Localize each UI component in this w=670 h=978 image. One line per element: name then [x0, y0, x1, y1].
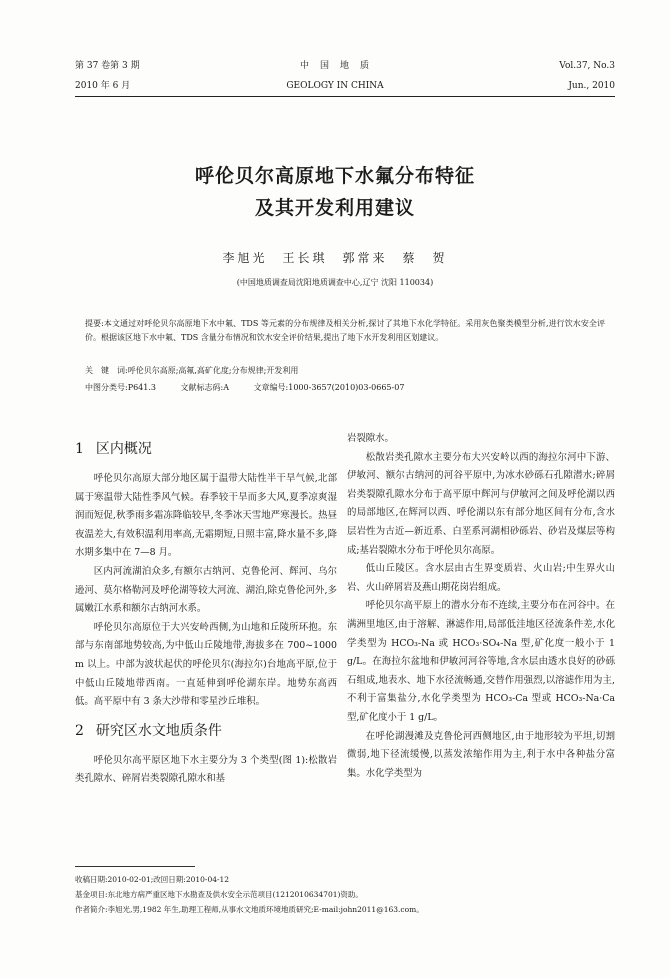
article-number: 文章编号:1000-3657(2010)03-0665-07: [253, 383, 405, 392]
title-line-1: 呼伦贝尔高原地下水氟分布特征: [194, 165, 475, 187]
paragraph: 岩裂隙水。: [347, 433, 394, 444]
title-line-2: 及其开发利用建议: [254, 197, 415, 219]
header-rule: [75, 96, 615, 97]
abstract: 提要:本文通过对呼伦贝尔高原地下水中氟、TDS 等元素的分布规律及相关分析,探讨了其地下水化学特征。采用灰色聚类模型分析,进行饮水安全评价。根据该区地下水中氟、TDS 含量分布情况和饮水安全评价结果,提出了地下水开发利用区划建议。: [85, 319, 605, 342]
affiliation: (中国地质调查局沈阳地质调查中心,辽宁 沈阳 110034): [236, 278, 434, 287]
paragraph: 呼伦贝尔高平原上的潜水分布不连续,主要分布在河谷中。在满洲里地区,由于溶解、淋滤作用,局部低洼地区径流条件差,水化学类型为 HCO₃-Na 或 HCO₃·SO₄-Na 型,矿化度一般小于 1 g/L。在海拉尔盆地和伊敏河河谷等地,含水层由透水良好的砂砾石组成,地表水、地下水径流畅通,交替作用强烈,以溶滤作用为主,不利于富集盐分,水化学类型为 HCO₃-Ca 型或 HCO₃-Na·Ca 型,矿化度小于 1 g/L。: [347, 600, 615, 723]
author-bio: 作者简介:李旭光,男,1982 年生,助理工程师,从事水文地质环境地质研究;E-mail:john2011@163.com。: [75, 905, 424, 914]
section-1-heading: [75, 437, 337, 461]
right-column: [347, 430, 615, 783]
paragraph: 呼伦贝尔高原大部分地区属于温带大陆性半干旱气候,北部属于寒温带大陆性季风气候。春季较干旱而多大风,夏季凉爽湿润而短促,秋季雨多霜冻降临较早,冬季冰天雪地严寒漫长。热昼夜温差大,有效积温利用率高,无霜期短,日照丰富,降水量不多,降水期多集中在 7—8 月。: [75, 473, 337, 559]
document-code: 文献标志码:A: [180, 383, 230, 392]
paragraph: 区内河流湖泊众多,有额尔古纳河、克鲁伦河、辉河、乌尔逊河、莫尔格勒河及呼伦湖等较大河流、湖泊,除克鲁伦河外,多属嫩江水系和额尔古纳河水系。: [75, 565, 337, 615]
journal-volume-issue: 第 37 卷第 3 期: [75, 61, 140, 71]
classification-line: [85, 381, 605, 394]
footnotes: [75, 872, 615, 917]
left-column: [75, 430, 337, 789]
section-2-title: 研究区水文地质条件: [95, 722, 222, 739]
paragraph: 呼伦贝尔高平原区地下水主要分为 3 个类型(图 1):松散岩类孔隙水、碎屑岩类裂隙孔隙水和基: [75, 754, 337, 785]
section-1-title: 区内概况: [95, 441, 152, 457]
section-2-number: 2: [75, 722, 84, 739]
clc-number: 中图分类号:P641.3: [85, 383, 156, 392]
received-date: 收稿日期:2010-02-01;改回日期:2010-04-12: [75, 875, 230, 884]
paragraph: 低山丘陵区。含水层由古生界变质岩、火山岩;中生界火山岩、火山碎屑岩及燕山期花岗岩组成。: [347, 563, 615, 593]
fund-note: 基金项目:东北地方病严重区地下水勘查及供水安全示范项目(1212010634701)资助。: [75, 890, 363, 899]
paragraph: 松散岩类孔隙水主要分布大兴安岭以西的海拉尔河中下游、伊敏河、额尔古纳河的河谷平原中,为冰水砂砾石孔隙潜水;碎屑岩类裂隙孔隙水分布于高平原中辉河与伊敏河之间及呼伦湖以西的局部地区,在辉河以西、呼伦湖以东有部分地区间有分布,含水层岩性为古近—新近系、白垩系河湖相砂砾岩、砂岩及煤层等构成;基岩裂隙水分布于呼伦贝尔高原。: [347, 451, 615, 556]
keywords: 关 键 词:呼伦贝尔高原;高氟,高矿化度;分布规律;开发利用: [85, 366, 299, 375]
journal-date: 2010 年 6 月: [75, 81, 131, 91]
journal-vol-en: Vol.37, No.3: [559, 61, 615, 71]
authors: 李旭光 王长琪 郭常来 蔡 贺: [222, 251, 448, 265]
journal-name-en: GEOLOGY IN CHINA: [286, 81, 384, 91]
paragraph: 在呼伦湖漫滩及克鲁伦河西侧地区,由于地形较为平坦,切割微弱,地下径流缓慢,以蒸发浓缩作用为主,利于水中各种盐分富集。水化学类型为: [347, 730, 615, 779]
footnote-rule: [75, 866, 195, 867]
section-2-heading: [75, 719, 337, 743]
journal-date-en: Jun., 2010: [568, 81, 615, 91]
paragraph: 呼伦贝尔高原位于大兴安岭西侧,为山地和丘陵所环抱。东部与东南部地势较高,为中低山丘陵地带,海拔多在 700~1000 m 以上。中部为波状起伏的呼伦贝尔(海拉尔)台地高平原,位于中低山丘陵地带西南。一直延伸到呼伦湖东岸。地势东高西低。高平原中有 3 条大沙带和零星沙丘堆积。: [75, 621, 337, 708]
section-1-number: 1: [75, 441, 84, 457]
journal-name-cn: 中 国 地 质: [299, 61, 370, 71]
